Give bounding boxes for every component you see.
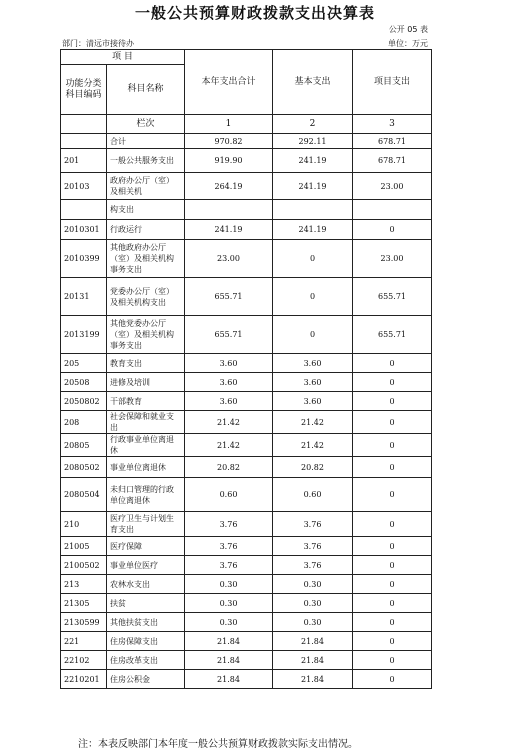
row-code: 210 <box>61 512 107 537</box>
row-total: 3.76 <box>185 556 273 575</box>
row-project: 0 <box>353 392 432 411</box>
row-total: 655.71 <box>185 278 273 316</box>
row-code: 20103 <box>61 173 107 200</box>
row-total: 21.84 <box>185 632 273 651</box>
table-row <box>61 173 432 200</box>
form-number: 公开 05 表 <box>388 25 428 34</box>
row-total: 0.30 <box>185 594 273 613</box>
table-row <box>61 316 432 354</box>
row-code: 205 <box>61 354 107 373</box>
row-basic: 292.11 <box>273 134 353 149</box>
row-basic: 0.60 <box>273 478 353 512</box>
department-label: 部门：清远市接待办 <box>62 39 134 48</box>
row-project: 0 <box>353 220 432 240</box>
row-basic: 241.19 <box>273 149 353 173</box>
table-row <box>61 575 432 594</box>
row-code <box>61 134 107 149</box>
row-code: 2010301 <box>61 220 107 240</box>
lanci-col3: 3 <box>353 115 432 134</box>
table-row <box>61 537 432 556</box>
row-total: 23.00 <box>185 240 273 278</box>
row-name: 其他扶贫支出 <box>107 613 185 632</box>
row-project: 0 <box>353 670 432 689</box>
row-name: 住房保障支出 <box>107 632 185 651</box>
row-project: 0 <box>353 594 432 613</box>
lanci-col1: 1 <box>185 115 273 134</box>
table-row <box>61 670 432 689</box>
row-project: 655.71 <box>353 316 432 354</box>
row-total: 3.76 <box>185 512 273 537</box>
row-basic: 21.84 <box>273 670 353 689</box>
row-total: 0.60 <box>185 478 273 512</box>
table-row <box>61 373 432 392</box>
table-row <box>61 613 432 632</box>
row-project: 0 <box>353 651 432 670</box>
row-name: 住房改革支出 <box>107 651 185 670</box>
row-project: 0 <box>353 556 432 575</box>
row-name: 住房公积金 <box>107 670 185 689</box>
row-project: 23.00 <box>353 173 432 200</box>
table-title: 一般公共预算财政拨款支出决算表 <box>134 4 375 22</box>
row-basic: 21.42 <box>273 434 353 457</box>
row-code: 22102 <box>61 651 107 670</box>
row-total: 3.76 <box>185 537 273 556</box>
row-code: 201 <box>61 149 107 173</box>
row-project: 0 <box>353 512 432 537</box>
row-code: 20805 <box>61 434 107 457</box>
row-basic: 3.60 <box>273 354 353 373</box>
row-project: 23.00 <box>353 240 432 278</box>
row-code: 221 <box>61 632 107 651</box>
row-code: 2013199 <box>61 316 107 354</box>
table-row <box>61 220 432 240</box>
row-name: 行政事业单位离退休 <box>107 434 185 457</box>
row-project: 0 <box>353 434 432 457</box>
row-code: 2080502 <box>61 457 107 478</box>
row-total: 21.42 <box>185 411 273 434</box>
row-total: 241.19 <box>185 220 273 240</box>
row-name: 党委办公厅（室）及相关机构支出 <box>107 278 185 316</box>
row-code: 2080504 <box>61 478 107 512</box>
row-basic: 21.84 <box>273 651 353 670</box>
header-total: 本年支出合计 <box>185 50 273 115</box>
row-project: 0 <box>353 478 432 512</box>
header-project: 项目支出 <box>353 50 432 115</box>
row-basic: 3.60 <box>273 392 353 411</box>
lanci-label: 栏次 <box>107 115 185 134</box>
row-project: 0 <box>353 537 432 556</box>
row-total: 3.60 <box>185 373 273 392</box>
row-name: 干部教育 <box>107 392 185 411</box>
row-name: 医疗卫生与计划生育支出 <box>107 512 185 537</box>
row-code: 20508 <box>61 373 107 392</box>
row-code: 2130599 <box>61 613 107 632</box>
table-row <box>61 594 432 613</box>
row-code: 20131 <box>61 278 107 316</box>
table-row <box>61 278 432 316</box>
table-row <box>61 478 432 512</box>
row-name: 医疗保障 <box>107 537 185 556</box>
row-basic: 0.30 <box>273 575 353 594</box>
row-basic: 0 <box>273 278 353 316</box>
table-row <box>61 134 432 149</box>
row-basic: 20.82 <box>273 457 353 478</box>
row-code <box>61 200 107 220</box>
row-name: 社会保障和就业支出 <box>107 411 185 434</box>
row-project: 0 <box>353 632 432 651</box>
table-row <box>61 392 432 411</box>
row-name: 事业单位离退休 <box>107 457 185 478</box>
row-code: 2050802 <box>61 392 107 411</box>
row-total: 21.42 <box>185 434 273 457</box>
row-name: 其他党委办公厅（室）及相关机构事务支出 <box>107 316 185 354</box>
row-total: 21.84 <box>185 651 273 670</box>
row-code: 213 <box>61 575 107 594</box>
table-row <box>61 149 432 173</box>
row-basic: 241.19 <box>273 173 353 200</box>
row-total: 970.82 <box>185 134 273 149</box>
row-basic: 3.76 <box>273 537 353 556</box>
row-code: 21005 <box>61 537 107 556</box>
lanci-col2: 2 <box>273 115 353 134</box>
table-row <box>61 651 432 670</box>
row-total: 0.30 <box>185 575 273 594</box>
row-name: 事业单位医疗 <box>107 556 185 575</box>
table-row <box>61 200 432 220</box>
row-basic: 3.60 <box>273 373 353 392</box>
row-project <box>353 200 432 220</box>
row-name: 进修及培训 <box>107 373 185 392</box>
row-code: 21305 <box>61 594 107 613</box>
row-name: 合计 <box>107 134 185 149</box>
row-basic: 241.19 <box>273 220 353 240</box>
row-code: 2210201 <box>61 670 107 689</box>
row-basic: 21.84 <box>273 632 353 651</box>
row-project: 678.71 <box>353 149 432 173</box>
row-total: 20.82 <box>185 457 273 478</box>
row-basic: 3.76 <box>273 556 353 575</box>
row-name: 一般公共服务支出 <box>107 149 185 173</box>
header-xiangmu: 项 目 <box>61 50 185 65</box>
row-code: 2100502 <box>61 556 107 575</box>
table-row <box>61 457 432 478</box>
row-total: 3.60 <box>185 354 273 373</box>
expenditure-table <box>60 49 432 689</box>
row-total: 264.19 <box>185 173 273 200</box>
row-project: 678.71 <box>353 134 432 149</box>
table-row <box>61 556 432 575</box>
row-name: 其他政府办公厅（室）及相关机构事务支出 <box>107 240 185 278</box>
unit-label: 单位：万元 <box>388 39 428 48</box>
row-name: 扶贫 <box>107 594 185 613</box>
row-project: 0 <box>353 457 432 478</box>
row-project: 655.71 <box>353 278 432 316</box>
row-total: 3.60 <box>185 392 273 411</box>
row-code: 208 <box>61 411 107 434</box>
row-basic: 21.42 <box>273 411 353 434</box>
row-basic: 0.30 <box>273 594 353 613</box>
row-basic: 3.76 <box>273 512 353 537</box>
row-total: 0.30 <box>185 613 273 632</box>
header-code: 功能分类科目编码 <box>61 65 107 115</box>
table-row <box>61 354 432 373</box>
row-total: 655.71 <box>185 316 273 354</box>
row-name: 政府办公厅（室）及相关机 <box>107 173 185 200</box>
row-basic: 0.30 <box>273 613 353 632</box>
row-project: 0 <box>353 613 432 632</box>
row-total: 21.84 <box>185 670 273 689</box>
row-project: 0 <box>353 411 432 434</box>
footnote: 注：本表反映部门本年度一般公共预算财政拨款实际支出情况。 <box>78 739 358 750</box>
row-project: 0 <box>353 373 432 392</box>
table-row <box>61 632 432 651</box>
row-project: 0 <box>353 575 432 594</box>
row-basic <box>273 200 353 220</box>
table-row <box>61 411 432 434</box>
row-total: 919.90 <box>185 149 273 173</box>
header-name: 科目名称 <box>107 65 185 115</box>
table-row <box>61 512 432 537</box>
row-basic: 0 <box>273 240 353 278</box>
row-name: 农林水支出 <box>107 575 185 594</box>
row-name: 教育支出 <box>107 354 185 373</box>
row-name: 未归口管理的行政单位离退休 <box>107 478 185 512</box>
row-code: 2010399 <box>61 240 107 278</box>
row-basic: 0 <box>273 316 353 354</box>
row-project: 0 <box>353 354 432 373</box>
table-row <box>61 240 432 278</box>
row-total <box>185 200 273 220</box>
row-name: 构支出 <box>107 200 185 220</box>
lanci-row <box>61 115 432 134</box>
table-row <box>61 434 432 457</box>
header-basic: 基本支出 <box>273 50 353 115</box>
row-name: 行政运行 <box>107 220 185 240</box>
